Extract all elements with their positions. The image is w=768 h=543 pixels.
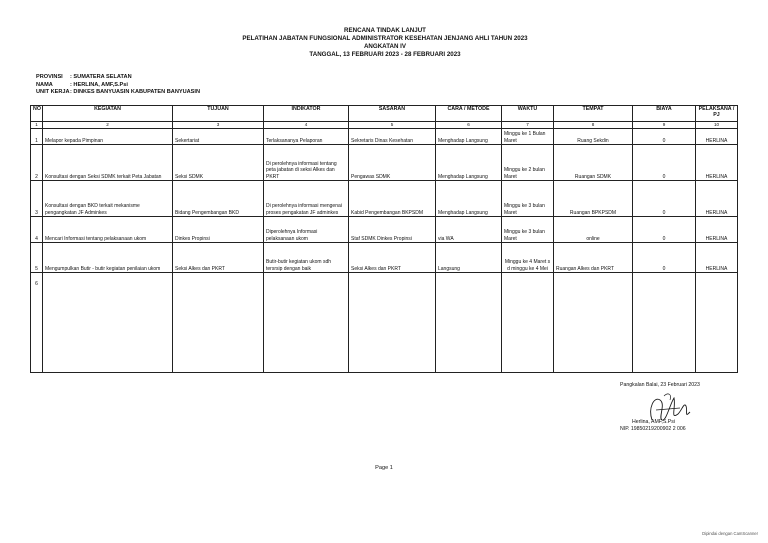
header-sasaran: SASARAN [349, 106, 436, 122]
page-number: Page 1 [375, 465, 393, 471]
title-line-2: PELATIHAN JABATAN FUNGSIONAL ADMINISTRATOR KESEHATAN JENJANG AHLI TAHUN 2023 [242, 35, 528, 42]
cell-indikator: Butir-butir kegiatan ukom sdh tersrsip dengan baik [264, 243, 349, 273]
cell-no: 4 [31, 217, 43, 243]
column-number-row [31, 122, 738, 129]
cell-tujuan: Bidang Pengembangan BKD [173, 181, 264, 217]
unit-kerja-value: : DINKES BANYUASIN KABUPATEN BANYUASIN [70, 89, 201, 95]
cell-waktu: Minggu ke 3 bulan Maret [502, 181, 554, 217]
cell-pj: HERLINA [696, 217, 738, 243]
cell-pj: HERLINA [696, 181, 738, 217]
cell-metode: Menghadap Langsung [436, 145, 502, 181]
unit-kerja-row [36, 89, 200, 97]
table-row [31, 129, 738, 145]
column-number: 10 [696, 122, 738, 129]
cell-metode: Langsung [436, 243, 502, 273]
cell-no: 5 [31, 243, 43, 273]
cell-biaya: 0 [633, 217, 696, 243]
header-waktu: WAKTU [502, 106, 554, 122]
cell-kegiatan: Konsultasi dengan Seksi SDMK terkait Peta Jabatan [43, 145, 173, 181]
column-number: 9 [633, 122, 696, 129]
cell-sasaran: Seksi Alkes dan PKRT [349, 243, 436, 273]
cell-indikator: Diperolehnya Informasi pelaksanaan ukom [264, 217, 349, 243]
cell-no: 1 [31, 129, 43, 145]
cell-pj: HERLINA [696, 243, 738, 273]
cell-indikator: Di perolehnya informasi tentang peta jabatan di seksi Alkes dan PKRT [264, 145, 349, 181]
cell-indikator: Di perolehnya informasi mengenai proses pengakatan JF adminkes [264, 181, 349, 217]
cell-indikator [264, 273, 349, 373]
cell-tempat: Ruangan BPKPSDM [554, 181, 633, 217]
cell-waktu: Minggu ke 4 Maret s d minggu ke 4 Mei [502, 243, 554, 273]
column-number: 2 [43, 122, 173, 129]
nama-row [36, 82, 200, 90]
cell-tujuan [173, 273, 264, 373]
cell-waktu: Minggu ke 1 Bulan Maret [502, 129, 554, 145]
header-tempat: TEMPAT [554, 106, 633, 122]
cell-kegiatan: Mencari Informasi tentang pelaksanaan ukom [43, 217, 173, 243]
cell-sasaran: Staf SDMK Dinkes Propinsi [349, 217, 436, 243]
column-number: 6 [436, 122, 502, 129]
nama-value: : HERLINA, AMF,S.Psi [70, 81, 128, 88]
header-pelaksana: PELAKSANA / PJ [696, 106, 738, 122]
cell-sasaran: Kabid Pengembangan BKPSDM [349, 181, 436, 217]
provinsi-row [36, 74, 200, 82]
cell-metode: via WA [436, 217, 502, 243]
header-kegiatan: KEGIATAN [43, 106, 173, 122]
signature-place-date: Pangkalan Balai, 23 Februari 2023 [620, 382, 700, 388]
cell-no: 6 [31, 273, 43, 373]
cell-waktu: Minggu ke 2 bulan Maret [502, 145, 554, 181]
cell-tujuan: Seksi Alkes dan PKRT [173, 243, 264, 273]
cell-kegiatan: Melapor kepada Pimpinan [43, 129, 173, 145]
cell-tempat [554, 273, 633, 373]
column-number: 5 [349, 122, 436, 129]
cell-tempat: Ruangan SDMK [554, 145, 633, 181]
header-tujuan: TUJUAN [173, 106, 264, 122]
table-row [31, 243, 738, 273]
cell-tujuan: Sekertariat [173, 129, 264, 145]
table-header-row [31, 106, 738, 122]
table-row [31, 273, 738, 373]
column-number: 4 [264, 122, 349, 129]
cell-pj [696, 273, 738, 373]
cell-waktu [502, 273, 554, 373]
column-number: 1 [31, 122, 43, 129]
cell-metode [436, 273, 502, 373]
cell-pj: HERLINA [696, 129, 738, 145]
cell-tujuan: Dinkes Propinsi [173, 217, 264, 243]
cell-biaya: 0 [633, 243, 696, 273]
title-line-3: ANGKATAN IV [363, 43, 407, 50]
title-line-4: TANGGAL, 13 FEBRUARI 2023 - 28 FEBRUARI 2023 [309, 51, 461, 58]
cell-waktu: Minggu ke 3 bulan Maret [502, 217, 554, 243]
table-row [31, 217, 738, 243]
table-row [31, 145, 738, 181]
header-no: NO [31, 106, 43, 122]
signatory-name: Herlina, AMF,S.Psi [632, 419, 675, 425]
cell-tempat: Ruang Sekdin [554, 129, 633, 145]
column-number: 3 [173, 122, 264, 129]
cell-no: 3 [31, 181, 43, 217]
cell-sasaran: Pengawas SDMK [349, 145, 436, 181]
cell-indikator: Terlaksananya Pelaporan [264, 129, 349, 145]
column-number: 7 [502, 122, 554, 129]
cell-kegiatan: Konsultasi dengan BKD terkait mekanisme pengangkatan JF Adminkes [43, 181, 173, 217]
cell-no: 2 [31, 145, 43, 181]
cell-kegiatan: Mengumpulkan Butir - butir kegiatan penilaian ukom [43, 243, 173, 273]
scanner-watermark: Dipindai dengan CamScanner [702, 531, 758, 536]
cell-metode: Menghadap Langsung [436, 181, 502, 217]
header-indikator: INDIKATOR [264, 106, 349, 122]
signatory-nip: NIP. 19850219200902 2 006 [620, 426, 686, 432]
cell-biaya: 0 [633, 181, 696, 217]
identity-block [36, 74, 200, 97]
unit-kerja-label: UNIT KERJA [36, 89, 70, 95]
document-title-block [180, 27, 590, 59]
cell-metode: Menghadap Langsung [436, 129, 502, 145]
provinsi-label: PROVINSI [36, 74, 63, 80]
nama-label: NAMA [36, 81, 53, 88]
title-line-1: RENCANA TINDAK LANJUT [344, 27, 426, 34]
column-number: 8 [554, 122, 633, 129]
cell-kegiatan [43, 273, 173, 373]
cell-sasaran: Sekretaris Dinas Kesehatan [349, 129, 436, 145]
cell-biaya: 0 [633, 129, 696, 145]
header-biaya: BIAYA [633, 106, 696, 122]
cell-pj: HERLINA [696, 145, 738, 181]
cell-tempat: online [554, 217, 633, 243]
action-plan-table [30, 105, 738, 373]
provinsi-value: : SUMATERA SELATAN [70, 74, 132, 80]
cell-tujuan: Seksi SDMK [173, 145, 264, 181]
cell-tempat: Ruangan Alkes dan PKRT [554, 243, 633, 273]
cell-biaya: 0 [633, 145, 696, 181]
table-row [31, 181, 738, 217]
cell-biaya [633, 273, 696, 373]
signature-block [620, 382, 730, 433]
cell-sasaran [349, 273, 436, 373]
header-metode: CARA / METODE [436, 106, 502, 122]
